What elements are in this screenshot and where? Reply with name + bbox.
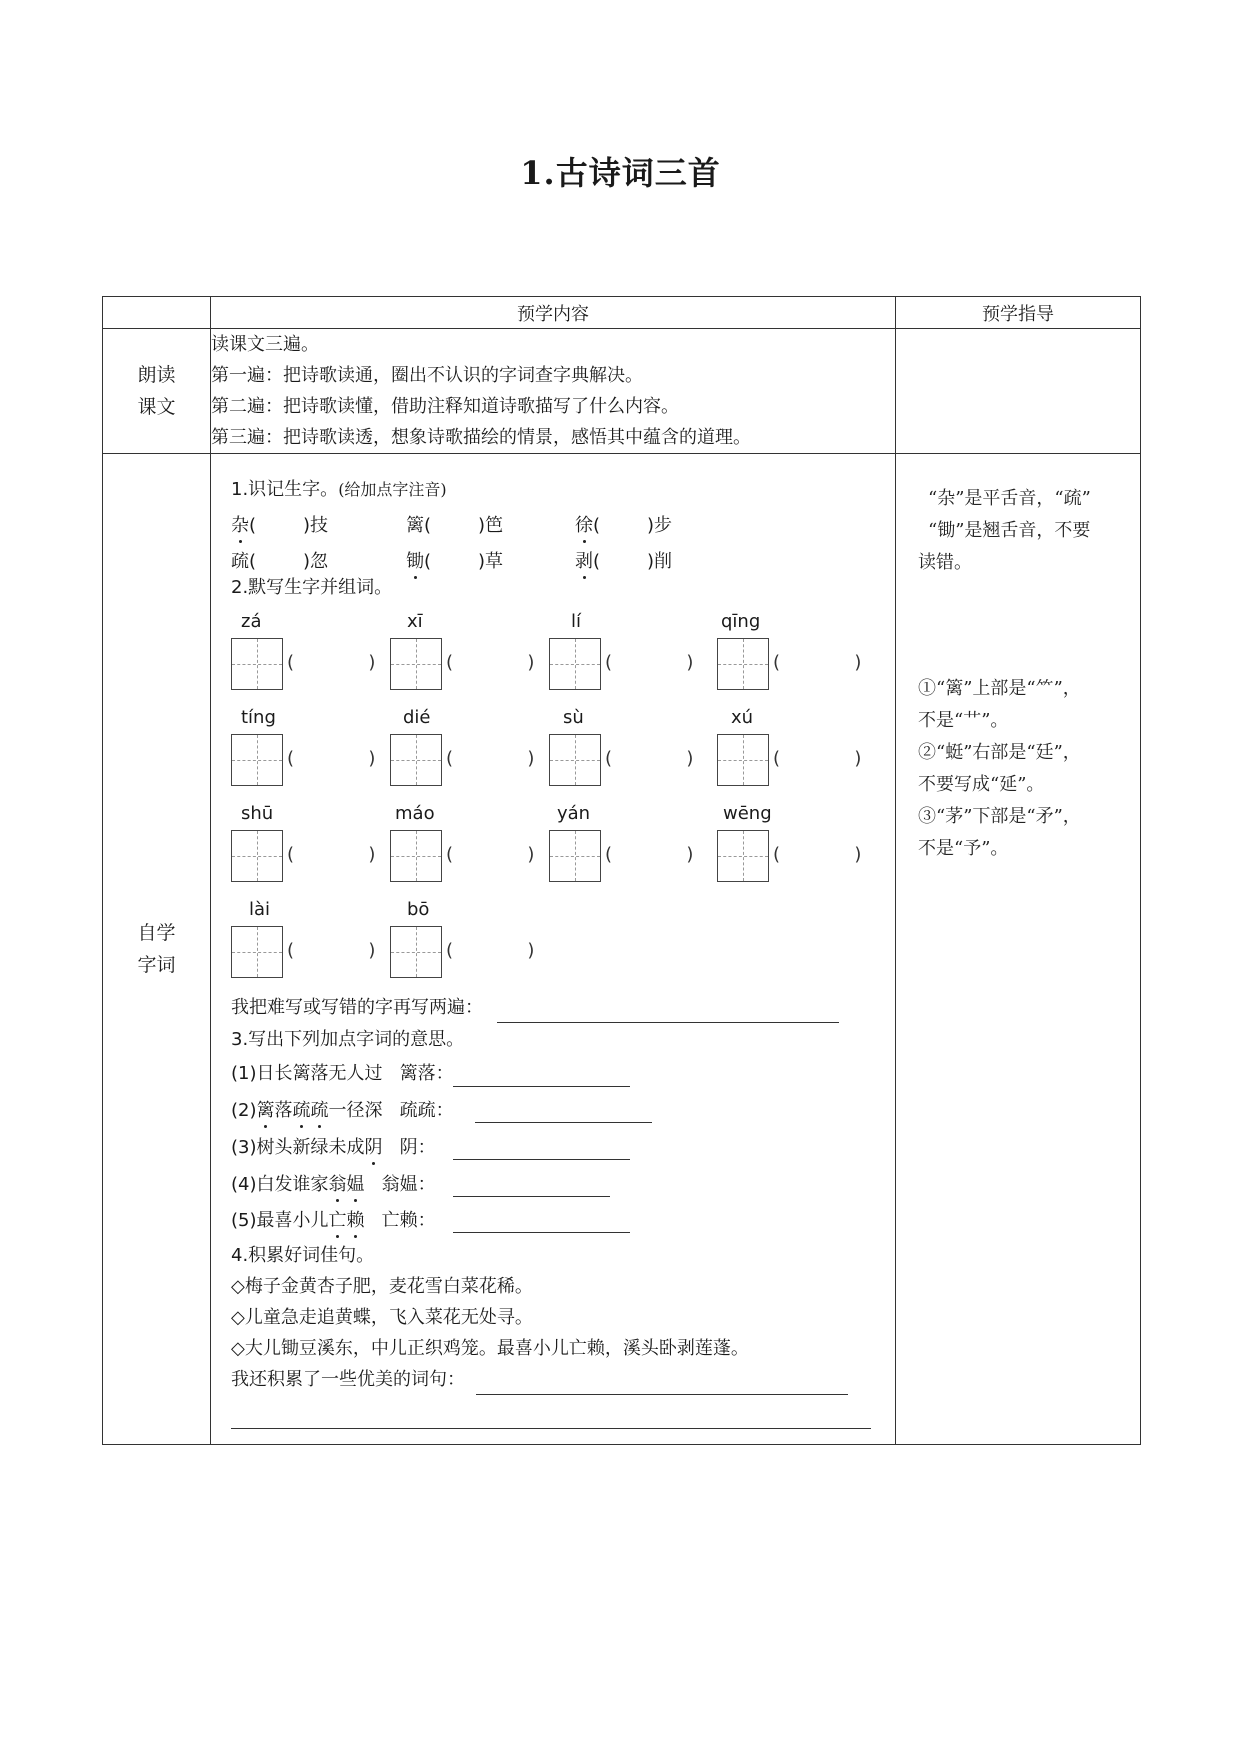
rewrite-label: 我把难写或写错的字再写两遍： [231,997,483,1018]
word-blank[interactable]: ( ) [773,652,862,673]
answer-line[interactable] [453,1086,630,1087]
answer-line[interactable] [475,1122,652,1123]
pinyin-label: lí [571,611,582,632]
q4-title: 4.积累好词佳句。 [231,1245,375,1266]
char-item: )削 [647,551,673,572]
pinyin-label: zá [241,611,262,632]
writing-box[interactable] [390,926,442,978]
header-blank [103,297,211,329]
guide-pronunciation: “杂”是平舌音，“疏” “锄”是翘舌音，不要 读错。 [918,488,1091,573]
q1-title: 1.识记生字。(给加点字注音) [231,479,447,500]
char-item: )笆 [478,515,504,536]
vocab-guide [896,454,1141,1445]
char-item: )草 [478,551,504,572]
pinyin-label: yán [557,803,591,824]
writing-box[interactable] [717,638,769,690]
answer-line[interactable] [453,1159,630,1160]
pinyin-label: wēng [723,803,772,824]
q4-line: ◇儿童急走追黄蝶，飞入菜花无处寻。 [231,1307,533,1328]
word-blank[interactable]: ( ) [287,844,376,865]
q3-title: 3.写出下列加点字词的意思。 [231,1029,465,1050]
writing-box[interactable] [549,830,601,882]
answer-line[interactable] [453,1196,610,1197]
header-guide: 预学指导 [896,297,1141,329]
word-blank[interactable]: ( ) [773,844,862,865]
q3-item: (2)篱落疏疏一径深 疏疏： [231,1096,454,1122]
char-item: 杂( [231,511,256,537]
char-item: )步 [647,515,673,536]
q4-line: ◇梅子金黄杏子肥，麦花雪白菜花稀。 [231,1276,533,1297]
word-blank[interactable]: ( ) [446,844,535,865]
word-blank[interactable]: ( ) [446,940,535,961]
pinyin-label: bō [407,899,430,920]
pinyin-label: dié [403,707,431,728]
answer-line[interactable] [453,1232,630,1233]
writing-box[interactable] [549,734,601,786]
writing-box[interactable] [231,926,283,978]
char-item: 剥( [575,547,600,573]
char-item: 疏( [231,551,257,572]
writing-box[interactable] [717,830,769,882]
word-blank[interactable]: ( ) [287,940,376,961]
preview-table [102,296,1141,1445]
reading-line: 第二遍：把诗歌读懂，借助注释知道诗歌描写了什么内容。 [211,396,679,417]
q3-item: (5)最喜小儿亡赖 亡赖： [231,1206,436,1232]
writing-box[interactable] [390,830,442,882]
q3-item: (3)树头新绿未成阴 阴： [231,1133,436,1159]
accumulate-line[interactable] [231,1428,871,1429]
word-blank[interactable]: ( ) [287,748,376,769]
q4-line: ◇大儿锄豆溪东，中儿正织鸡笼。最喜小儿亡赖，溪头卧剥莲蓬。 [231,1338,749,1359]
writing-box[interactable] [390,638,442,690]
pinyin-label: xī [407,611,423,632]
word-blank[interactable]: ( ) [605,844,694,865]
pinyin-label: lài [249,899,271,920]
pinyin-label: qīng [721,611,761,632]
q2-title: 2.默写生字并组词。 [231,577,393,598]
reading-guide [896,329,1141,454]
reading-line: 读课文三遍。 [211,334,319,355]
row-label-reading: 朗读 课文 [103,329,211,454]
pinyin-label: máo [395,803,435,824]
q3-item: (4)白发谁家翁媪 翁媪： [231,1170,436,1196]
writing-box[interactable] [549,638,601,690]
pinyin-label: shū [241,803,274,824]
pinyin-label: xú [731,707,754,728]
word-blank[interactable]: ( ) [287,652,376,673]
header-content: 预学内容 [211,297,896,329]
row-label-vocab: 自学 字词 [103,454,211,1445]
word-blank[interactable]: ( ) [605,748,694,769]
char-item: 篱( [406,515,432,536]
reading-content [211,329,896,454]
pinyin-label: tíng [241,707,276,728]
reading-line: 第三遍：把诗歌读透，想象诗歌描绘的情景，感悟其中蕴含的道理。 [211,427,751,448]
char-item: 徐( [575,511,600,537]
writing-box[interactable] [390,734,442,786]
char-item: 锄( [406,547,431,573]
guide-writing: ①“篱”上部是“⺮”， 不是“艹”。 ②“蜓”右部是“廷”， 不要写成“延”。 ③“茅”下部是“矛”， 不是“予”。 [918,678,1081,859]
reading-line: 第一遍：把诗歌读通，圈出不认识的字词查字典解决。 [211,365,643,386]
writing-box[interactable] [231,734,283,786]
writing-box[interactable] [231,638,283,690]
word-blank[interactable]: ( ) [605,652,694,673]
accumulate-line[interactable] [476,1394,848,1395]
writing-box[interactable] [717,734,769,786]
word-blank[interactable]: ( ) [446,652,535,673]
word-blank[interactable]: ( ) [446,748,535,769]
accumulate-label: 我还积累了一些优美的词句： [231,1369,465,1390]
char-item: )技 [303,515,329,536]
q3-item: (1)日长篱落无人过 篱落： [231,1063,454,1084]
page-title: 1.古诗词三首 [520,154,721,192]
vocab-content [211,454,896,1445]
word-blank[interactable]: ( ) [773,748,862,769]
char-item: )忽 [303,551,329,572]
writing-box[interactable] [231,830,283,882]
pinyin-label: sù [563,707,584,728]
rewrite-line[interactable] [497,1022,839,1023]
